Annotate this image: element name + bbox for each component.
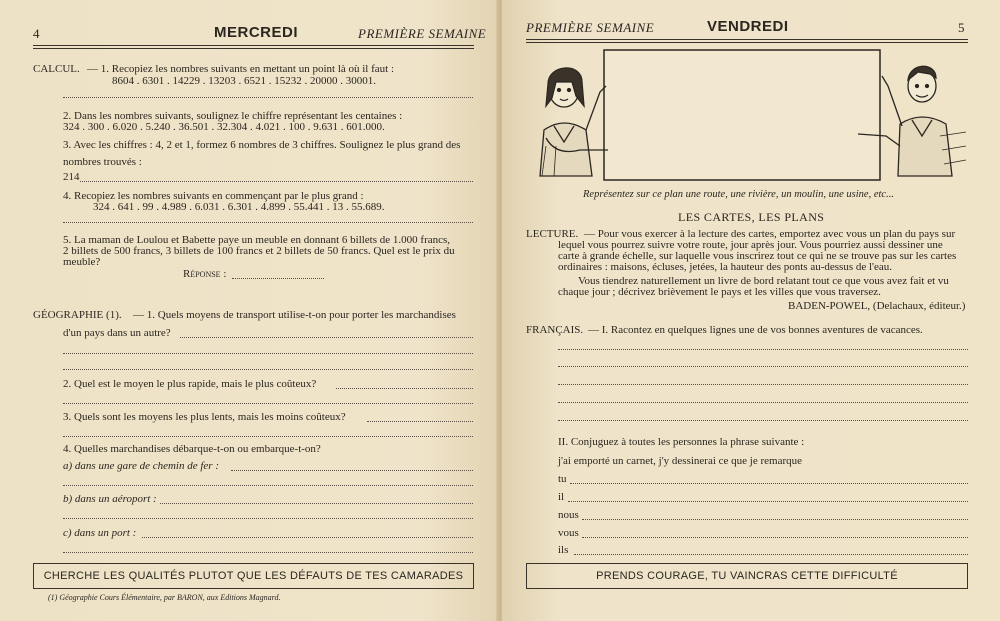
- lecture-p2-line2: chaque jour ; décrivez brièvement le pays et les villes que vous traversez.: [558, 286, 881, 298]
- answer-line[interactable]: [558, 384, 968, 385]
- geographie-q4b: b) dans un aéroport :: [63, 493, 157, 505]
- conjugation-line-nous[interactable]: [582, 519, 968, 520]
- calcul-q1: — 1. Recopiez les nombres suivants en mettant un point là où il faut :: [87, 63, 395, 75]
- answer-label: Réponse :: [183, 268, 227, 280]
- answer-line[interactable]: [232, 278, 324, 279]
- francais-phrase: j'ai emporté un carnet, j'y dessinerai ce que je remarque: [558, 455, 803, 467]
- lecture-label: LECTURE.: [526, 228, 579, 240]
- conjugation-line-ils[interactable]: [574, 554, 968, 555]
- answer-line[interactable]: [63, 353, 473, 354]
- header-rule-right-2: [526, 42, 968, 43]
- answer-line[interactable]: [63, 485, 473, 486]
- week-heading-right: PREMIÈRE SEMAINE: [526, 20, 655, 35]
- geographie-q1-line2: d'un pays dans un autre?: [63, 327, 171, 339]
- conjugation-line-vous[interactable]: [582, 537, 968, 538]
- lecture-p1-line3: carte à grande échelle, sur laquelle vous inscrirez tout ce qui ne se trouve pas sur les cartes: [558, 250, 957, 262]
- answer-line[interactable]: [63, 436, 473, 437]
- answer-line[interactable]: [142, 537, 473, 538]
- motto-box-right: [526, 563, 968, 589]
- page-number-right: 5: [958, 20, 965, 35]
- drawing-frame[interactable]: [604, 50, 880, 180]
- lecture-p1-line2: lequel vous pourrez suivre votre route, jour après jour. Vous pourriez aussi dessiner une: [558, 239, 943, 251]
- answer-line[interactable]: [558, 420, 968, 421]
- left-page: [0, 0, 498, 621]
- conjugation-line-tu[interactable]: [570, 483, 968, 484]
- answer-line[interactable]: [160, 503, 473, 504]
- calcul-q5-line3: meuble?: [63, 256, 101, 268]
- pronoun-nous: nous: [558, 509, 579, 521]
- answer-line[interactable]: [63, 403, 473, 404]
- pronoun-ils: ils: [558, 544, 569, 556]
- motto-left: CHERCHE LES QUALITÉS PLUTOT QUE LES DÉFAUTS DE TES CAMARADES: [43, 570, 464, 582]
- day-heading-left: MERCREDI: [214, 24, 299, 41]
- answer-line[interactable]: [63, 369, 473, 370]
- motto-right: PRENDS COURAGE, TU VAINCRAS CETTE DIFFICULTÉ: [596, 570, 898, 582]
- header-rule-left: [33, 45, 474, 46]
- calcul-q4-numbers: 324 . 641 . 99 . 4.989 . 6.031 . 6.301 . 4.899 . 55.441 . 13 . 55.689.: [93, 201, 385, 213]
- header-rule-left-2: [33, 48, 474, 49]
- answer-line[interactable]: [180, 337, 473, 338]
- lecture-source: BADEN-POWEL, (Delachaux, éditeur.): [788, 300, 966, 312]
- illustration-caption: Représentez sur ce plan une route, une rivière, un moulin, une usine, etc...: [583, 189, 894, 200]
- calcul-q3-answer-start: 214: [63, 171, 80, 183]
- answer-line[interactable]: [63, 552, 473, 553]
- answer-line[interactable]: [63, 518, 473, 519]
- answer-line[interactable]: [558, 402, 968, 403]
- geographie-q4c: c) dans un port :: [63, 527, 137, 539]
- calcul-q3-line1: 3. Avec les chiffres : 4, 2 et 1, formez 6 nombres de 3 chiffres. Soulignez le plus grand des: [63, 139, 461, 151]
- answer-line[interactable]: [558, 349, 968, 350]
- calcul-label: CALCUL.: [33, 63, 80, 75]
- answer-line[interactable]: [80, 181, 473, 182]
- lecture-title: LES CARTES, LES PLANS: [678, 210, 825, 224]
- lecture-p1-line4: ordinaires : maisons, écluses, jetées, la hauteur des ponts au-dessus de l'eau.: [558, 261, 893, 273]
- francais-label: FRANÇAIS.: [526, 324, 584, 336]
- answer-line[interactable]: [63, 97, 473, 98]
- pronoun-vous: vous: [558, 527, 579, 539]
- geographie-q1-line1: — 1. Quels moyens de transport utilise-t-on pour porter les marchandises: [133, 309, 456, 321]
- right-page: [502, 0, 1000, 621]
- calcul-q5-line2: 2 billets de 500 francs, 3 billets de 100 francs et 2 billets de 50 francs. Quel est le prix du: [63, 245, 455, 257]
- geographie-q4a: a) dans une gare de chemin de fer :: [63, 460, 219, 472]
- francais-q2: II. Conjuguez à toutes les personnes la phrase suivante :: [558, 436, 805, 448]
- geographie-q2: 2. Quel est le moyen le plus rapide, mais le plus coûteux?: [63, 378, 317, 390]
- conjugation-line-il[interactable]: [568, 501, 968, 502]
- week-heading-left: PREMIÈRE SEMAINE: [358, 26, 487, 41]
- calcul-q4: 4. Recopiez les nombres suivants en commençant par le plus grand :: [63, 190, 364, 202]
- motto-box-left: [33, 563, 474, 589]
- geographie-q4: 4. Quelles marchandises débarque-t-on ou embarque-t-on?: [63, 443, 321, 455]
- geographie-q3: 3. Quels sont les moyens les plus lents, mais les moins coûteux?: [63, 411, 346, 423]
- geographie-label: GÉOGRAPHIE (1).: [33, 309, 122, 321]
- answer-line[interactable]: [367, 421, 473, 422]
- lecture-p2-line1: Vous tiendrez naturellement un livre de bord relatant tout ce que vous avez fait et vu: [578, 275, 949, 287]
- pronoun-il: il: [558, 491, 565, 503]
- day-heading-right: VENDREDI: [707, 18, 789, 35]
- footnote: (1) Géographie Cours Élémentaire, par BARON, aux Editions Magnard.: [48, 593, 281, 602]
- calcul-q5-line1: 5. La maman de Loulou et Babette paye un meuble en donnant 6 billets de 1.000 francs,: [63, 234, 451, 246]
- francais-q1: — I. Racontez en quelques lignes une de vos bonnes aventures de vacances.: [588, 324, 923, 336]
- lecture-p1-line1: — Pour vous exercer à la lecture des cartes, emportez avec vous un plan du pays sur: [584, 228, 956, 240]
- page-number-left: 4: [33, 26, 40, 41]
- answer-line[interactable]: [336, 388, 473, 389]
- map-drawing-illustration: [526, 46, 968, 184]
- girl-illustration: [540, 68, 608, 176]
- answer-line[interactable]: [231, 470, 473, 471]
- calcul-q2: 2. Dans les nombres suivants, soulignez le chiffre représentant les centaines :: [63, 110, 403, 122]
- answer-line[interactable]: [558, 366, 968, 367]
- calcul-q2-numbers: 324 . 300 . 6.020 . 5.240 . 36.501 . 32.304 . 4.021 . 100 . 9.631 . 601.000.: [63, 121, 385, 133]
- calcul-q3-line2: nombres trouvés :: [63, 156, 142, 168]
- answer-line[interactable]: [63, 222, 473, 223]
- calcul-q1-numbers: 8604 . 6301 . 14229 . 13203 . 6521 . 15232 . 20000 . 30001.: [112, 75, 376, 87]
- pronoun-tu: tu: [558, 473, 567, 485]
- header-rule-right: [526, 39, 968, 40]
